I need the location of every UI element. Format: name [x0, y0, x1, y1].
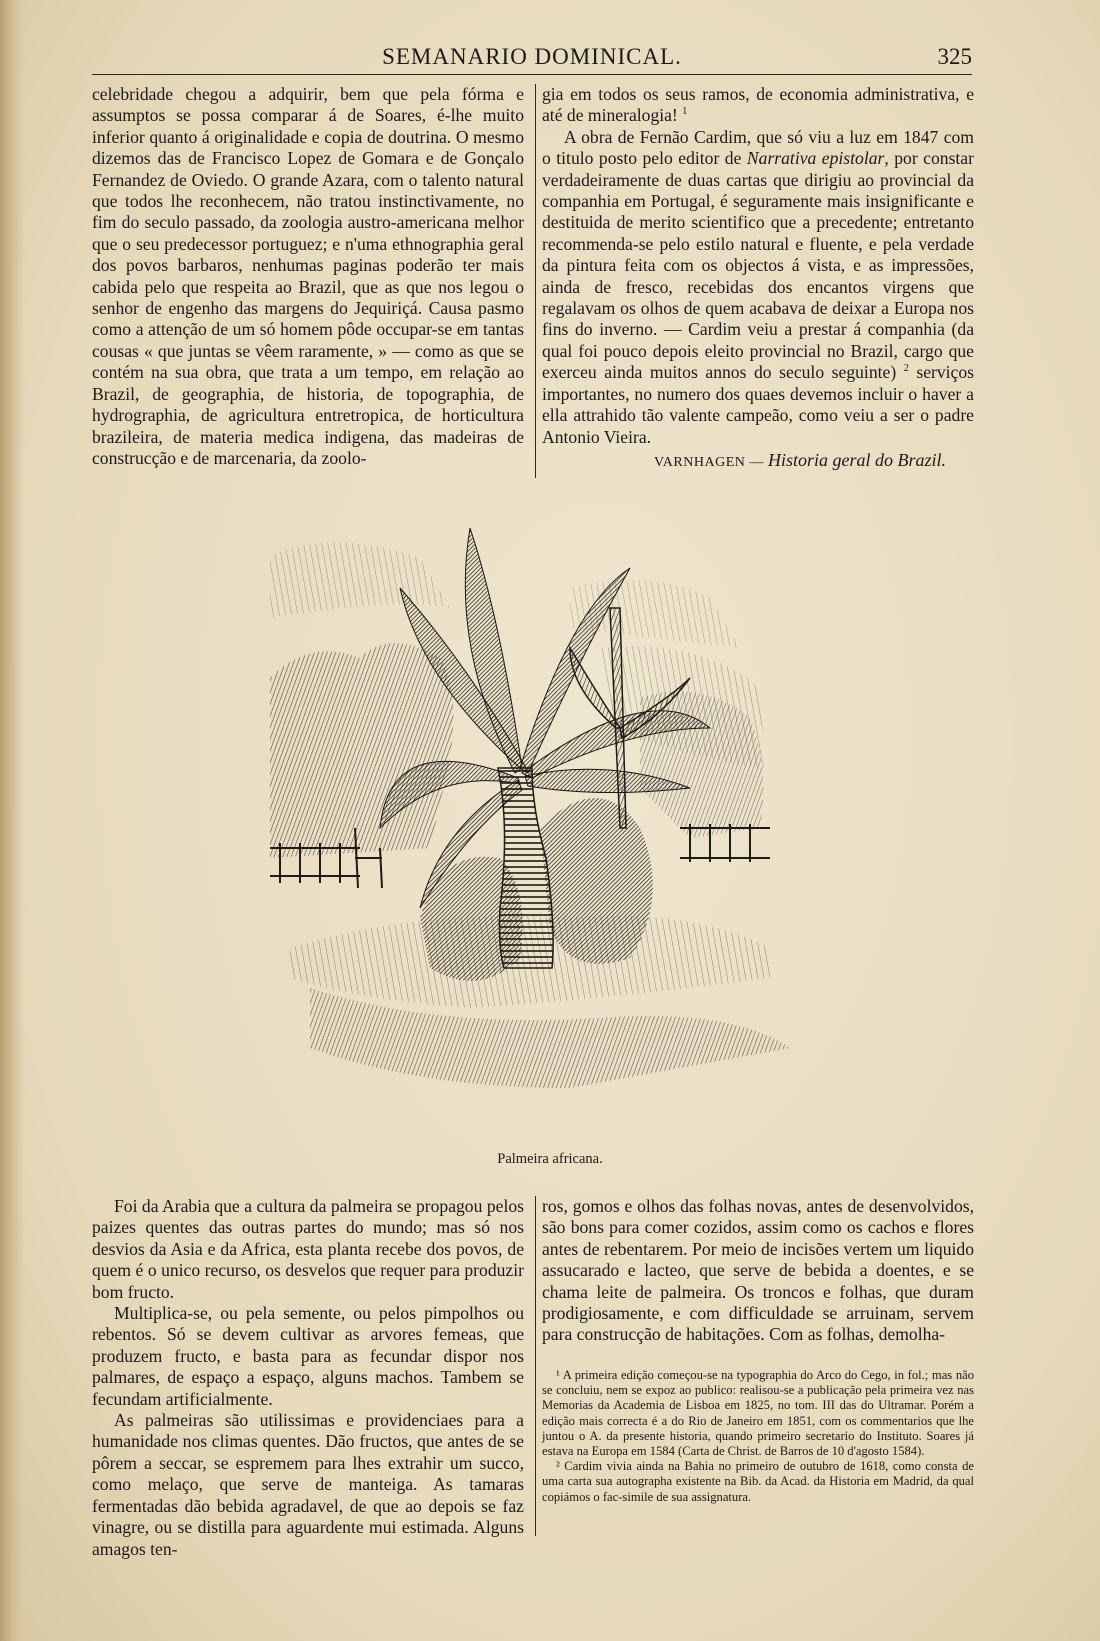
- footnote-ref-2: 2: [903, 363, 909, 375]
- top-left-column: [92, 84, 524, 469]
- footnote-1: ¹ A primeira edição começou-se na typographia do Arco do Cego, in fol.; mas não se concluiu, nem se expoz ao publico: realisou-se a publicação pela primeira vez nas Memorias da Academia de Lisboa em 1825, no tom. III das do Ultramar. Porém a edição mais correcta é a do Rio de Janeiro em 1851, com os commentarios que lhe juntou o A. da presente historia, quando primeiro secretario do Instituto. Soares já estava na Europa em 1584 (Carta de Christ. de Barros de 10 d'agosto 1584).: [542, 1368, 974, 1459]
- page-number: 325: [937, 44, 972, 69]
- attribution-work: Historia geral do Brazil.: [767, 449, 946, 470]
- palm-engraving: [270, 528, 800, 1120]
- bottom-right-column: [542, 1196, 974, 1346]
- bottom-right-paragraph: ros, gomos e olhos das folhas novas, antes de desenvolvidos, são bons para comer cozidos, assim como os cachos e flores antes de rebentarem. Por meio de incisões vertem um liquido assucarado e lacteo, que serve de bebida a doentes, e se chama leite de palmeira. Os troncos e folhas, que duram prodigiosamente, e com difficuldade se arruinam, servem para construcção de habitações. Com as folhas, demolha-: [542, 1196, 974, 1345]
- top-right-column: [542, 84, 974, 473]
- p2-text-b: , por constar verdadeiramente de duas cartas que dirigiu ao provincial da companhia em Portugal, é seguramente mais insignificante e destituida de merito scientifico que a precedente; entretanto recommenda-se pelo estilo natural e fluente, e pela verdade da pintura feita com os objectos á vista, e as impressões, ainda de fresco, recebidas dos encantos virgens que regalavam os olhos de quem acabava de deixar a Europa nos fins do inverno. — Cardim veiu a prestar á companhia (da qual foi pouco depois eleito provincial no Brazil, cargo que exerceu ainda muitos annos do seculo seguinte): [542, 148, 974, 383]
- journal-title: SEMANARIO DOMINICAL.: [382, 44, 682, 69]
- p1-text: gia em todos os seus ramos, de economia administrativa, e até de mineralogia!: [542, 84, 974, 126]
- binding-gutter: [0, 0, 24, 1641]
- bottom-left-paragraph-3: As palmeiras são utilissimas e providenciaes para a humanidade nos climas quentes. Dão fructos, que antes de se pôrem a seccar, se espremem para lhes extrahir um succo, como melaço, que serve de manteiga. As tamaras fermentadas dão bebida agradavel, de que ao depois se faz vinagre, ou se distilla para aguardente mui estimada. Alguns amagos ten-: [92, 1410, 524, 1559]
- footnote-ref-1: 1: [682, 106, 688, 118]
- p2-text-c: serviços importantes, no numero dos quaes devemos incluir o haver a ella attrahido tão valente campeão, como veiu a ser o padre Antonio Vieira.: [542, 362, 974, 447]
- bottom-left-paragraph-2: Multiplica-se, ou pela semente, ou pelos pimpolhos ou rebentos. Só se devem cultivar as arvores femeas, que produzem fructo, e basta para as fecundar dispor nos palmares, de espaço a espaço, alguns machos. Tambem se fecundam artificialmente.: [92, 1303, 524, 1409]
- attribution-author: VARNHAGEN —: [654, 454, 764, 470]
- top-right-paragraph-2: [542, 127, 974, 448]
- page-header: [92, 40, 972, 75]
- top-column-divider: [535, 84, 536, 478]
- footnotes: [542, 1368, 974, 1505]
- figure-caption: Palmeira africana.: [497, 1151, 603, 1167]
- top-left-paragraph: celebridade chegou a adquirir, bem que pela fórma e assumptos se possa comparar á de Soares, é-lhe muito inferior quanto á originalidade e copia de doutrina. O mesmo dizemos das de Francisco Lopez de Gomara e de Gonçalo Fernandez de Oviedo. O grande Azara, com o talento natural que todos lhe reconhecem, não tratou instinctivamente, no fim do seculo passado, da zoologia austro-americana melhor que o seu predecessor portuguez; e n'uma ethnographia geral dos povos barbaros, nenhumas paginas poderão ter mais cabida pelo que respeita ao Brazil, que as que nos legou o senhor de engenho das margens do Jequiriçá. Causa pasmo como a attenção de um só homem pôde occupar-se em tantas cousas « que juntas se vêem raramente, » — como as que se contém na sua obra, que trata a um tempo, em relação ao Brazil, de geographia, de historia, de topographia, de hydrographia, de agricultura entretropica, de horticultura brazileira, de materia medica indigena, das madeiras de construcção e de marcenaria, da zoolo-: [92, 84, 524, 468]
- attribution: [542, 450, 974, 473]
- bottom-column-divider: [535, 1196, 536, 1536]
- footnote-2: ² Cardim vivia ainda na Bahia no primeiro de outubro de 1618, como consta de uma carta sua autographa existente na Bib. da Acad. da Historia em Madrid, da qual copiámos o fac-simile de sua assignatura.: [542, 1459, 974, 1504]
- bottom-left-paragraph-1: Foi da Arabia que a cultura da palmeira se propagou pelos paizes quentes das outras partes do mundo; mas só nos desvios da Asia e da Africa, esta planta recebe dos povos, de quem é o unico recurso, os desvelos que requer para produzir bom fructo.: [92, 1196, 524, 1302]
- top-right-paragraph-1: [542, 84, 974, 127]
- bottom-left-column: [92, 1196, 524, 1560]
- p2-italic-title: Narrativa epistolar: [746, 148, 885, 169]
- p2-text-a: A obra de Fernão Cardim, que só viu a luz em 1847 com o titulo posto pelo editor de: [542, 126, 974, 169]
